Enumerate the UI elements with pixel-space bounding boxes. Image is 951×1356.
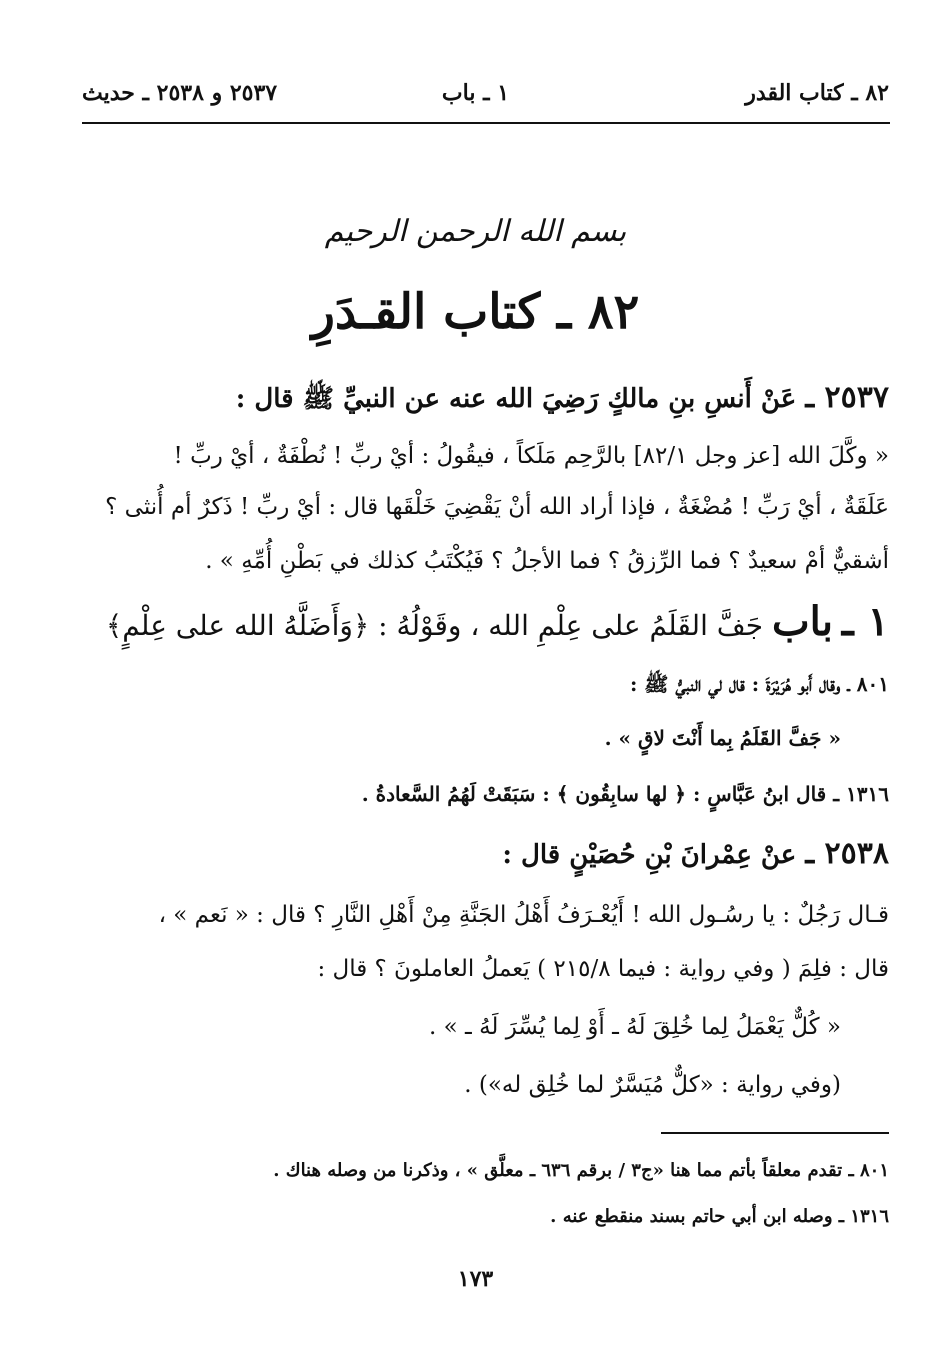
hadith-2537-line-3: أشقيٌّ أمْ سعيدٌ ؟ فما الرِّزقُ ؟ فما الأجلُ ؟ فَيُكْتَبُ كذلك في بَطْنِ أُمِّهِ » . bbox=[205, 548, 889, 574]
hadith-2538-line-2: قال : فلِمَ ( وفي رواية : فيما ٢١٥/٨ ) يَعملُ العاملونَ ؟ قال : bbox=[317, 956, 889, 982]
hadith-2538-number: ٢٥٣٨ ـ bbox=[805, 836, 889, 871]
chapter-number: ١ ـ bbox=[841, 598, 889, 645]
hadith-2538-isnad: عنْ عِمْرانَ بْنِ حُصَيْنٍ قال : bbox=[502, 840, 797, 870]
page-number: ١٧٣ bbox=[457, 1266, 494, 1292]
hadith-2537-isnad: عَنْ أَنسِ بنِ مالكٍ رَضِيَ الله عنه عن النبيِّ ﷺ قال : bbox=[235, 384, 797, 414]
hadith-2538-intro bbox=[59, 836, 889, 871]
hadith-2537-number: ٢٥٣٧ ـ bbox=[805, 380, 889, 415]
hadith-2537-line-1: « وكَّلَ الله [عز وجل ٨٢/١] بالرَّحِم مَلَكاً ، فيقُولُ : أيْ ربِّ ! نُطْفَةٌ ، أيْ ربِّ ! bbox=[173, 443, 889, 469]
header-rule bbox=[82, 122, 890, 124]
note-801-line-1: ٨٠١ ـ وقال أَبو هُرَيْرَةَ : قال لي النبيُّ ﷺ : bbox=[629, 672, 889, 696]
chapter-heading bbox=[106, 598, 889, 645]
chapter-text: جَفَّ القَلَمُ على عِلْمِ الله ، وقَوْلُهُ : ﴿وَأَضَلَّهُ الله على عِلْمٍ﴾ bbox=[105, 609, 764, 642]
footnote-rule bbox=[661, 1132, 889, 1134]
running-header-section: ١ ـ باب bbox=[441, 80, 510, 106]
running-header-chapter: ٨٢ ـ كتاب القدر bbox=[745, 80, 889, 106]
hadith-2537-intro bbox=[59, 380, 889, 420]
footnote-801: ٨٠١ ـ تقدم معلقاً بأتم مما هنا «ج٣ / برقم ٦٣٦ ـ معلَّق » ، وذكرنا من وصله هناك . bbox=[273, 1160, 889, 1181]
note-801-line-2: « جَفَّ القَلَمُ بِما أَنْتَ لاقٍ » . bbox=[604, 726, 841, 750]
basmala: بسم الله الرحمن الرحيم bbox=[324, 214, 627, 249]
hadith-2538-line-4: (وفي رواية : «كلٌّ مُيَسَّرٌ لما خُلِق له») . bbox=[464, 1072, 841, 1098]
hadith-2538-line-1: قـال رَجُلٌ : يا رسُـول الله ! أَيُعْـرَفُ أَهْلُ الجَنَّةِ مِنْ أَهْلِ النَّارِ ؟ قال : « نَعم » ، bbox=[158, 902, 889, 928]
book-title: ٨٢ ـ كتاب القـدَرِ bbox=[311, 284, 640, 340]
footnote-1316: ١٣١٦ ـ وصله ابن أبي حاتم بسند منقطع عنه . bbox=[550, 1206, 889, 1227]
running-header-hadith-range: ٢٥٣٧ و ٢٥٣٨ ـ حديث bbox=[82, 80, 278, 106]
note-1316: ١٣١٦ ـ قال ابنُ عَبَّاسٍ : ﴿ لها سابِقُون ﴾ : سَبَقَتْ لَهُمُ السَّعادةُ . bbox=[361, 782, 889, 806]
chapter-label: باب bbox=[771, 598, 833, 645]
hadith-2537-line-2: عَلَقَةٌ ، أيْ رَبِّ ! مُضْغَةٌ ، فإذا أراد الله أنْ يَقْضِيَ خَلْقَها قال : أيْ ربِّ ! ذَكرٌ أم أُنثى ؟ bbox=[105, 494, 889, 520]
hadith-2538-line-3: « كُلٌّ يَعْمَلُ لِما خُلِقَ لَهُ ـ أَوْ لِما يُسِّرَ لَهُ ـ » . bbox=[429, 1014, 841, 1040]
